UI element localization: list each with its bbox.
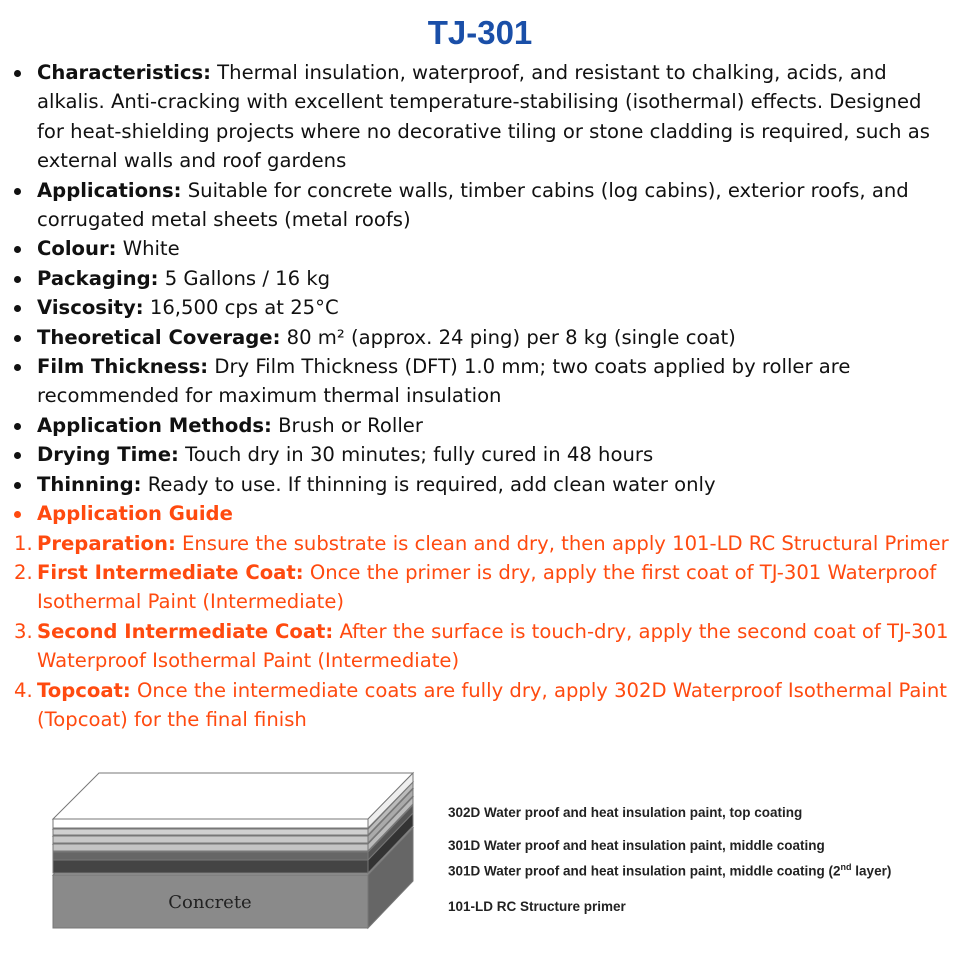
spec-text: Brush or Roller xyxy=(271,413,423,437)
spec-label: Packaging: xyxy=(37,266,159,290)
step-number: 3. xyxy=(14,619,33,643)
concrete-label: Concrete xyxy=(168,892,252,913)
legend-primer: 101-LD RC Structure primer xyxy=(448,899,626,914)
legend-superscript: nd xyxy=(840,862,852,872)
primer-layer xyxy=(53,860,368,873)
spec-text: Touch dry in 30 minutes; fully cured in 48 hours xyxy=(178,443,654,467)
legend-top-coat: 302D Water proof and heat insulation paint, top coating xyxy=(448,805,803,820)
spec-text: Suitable for concrete walls, timber cabins (log cabins), exterior roofs, and corrugated metal sheets (metal roofs) xyxy=(37,178,909,232)
layer-stack-illustration xyxy=(0,760,960,960)
step-number: 4. xyxy=(14,678,33,702)
legend-middle-coat: 301D Water proof and heat insulation paint, middle coating xyxy=(448,838,825,853)
legend-middle-coat-2nd xyxy=(448,862,891,879)
spec-item xyxy=(0,411,950,440)
coating-layers-diagram xyxy=(0,760,960,960)
spec-item xyxy=(0,234,950,263)
spec-text: White xyxy=(116,237,180,261)
guide-step xyxy=(0,617,950,676)
spec-item xyxy=(0,440,950,469)
spec-item xyxy=(0,264,950,293)
legend-text: 301D Water proof and heat insulation paint, middle coating (2 xyxy=(448,863,841,879)
guide-heading-text: Application Guide xyxy=(37,502,233,526)
step-number: 1. xyxy=(14,531,33,555)
legend-tail: layer) xyxy=(851,863,892,879)
spec-label: Applications: xyxy=(37,178,182,202)
spec-item xyxy=(0,323,950,352)
spec-text: 5 Gallons / 16 kg xyxy=(158,266,331,290)
spec-item xyxy=(0,352,950,411)
spec-label: Colour: xyxy=(37,237,117,261)
step-text: After the surface is touch-dry, apply the second coat of TJ-301 Waterproof Isothermal Paint (Intermediate) xyxy=(37,619,949,673)
guide-step xyxy=(0,676,950,735)
spec-label: Viscosity: xyxy=(37,296,144,320)
spec-text: 16,500 cps at 25°C xyxy=(143,296,339,320)
spec-text: Dry Film Thickness (DFT) 1.0 mm; two coats applied by roller are recommended for maximum thermal insulation xyxy=(37,355,851,408)
application-guide-heading xyxy=(0,499,950,528)
spec-text: Ready to use. If thinning is required, add clean water only xyxy=(141,472,716,496)
spec-label: Application Methods: xyxy=(37,413,272,437)
middle-coat-1 xyxy=(53,836,368,843)
spec-label: Drying Time: xyxy=(37,443,179,467)
middle-coat-2 xyxy=(53,844,368,851)
spec-item xyxy=(0,293,950,322)
spec-item xyxy=(0,470,950,499)
spec-item xyxy=(0,58,950,176)
step-text: Once the primer is dry, apply the first coat of TJ-301 Waterproof Isothermal Paint (Intermediate) xyxy=(37,560,937,614)
spec-list xyxy=(0,58,960,734)
spec-text: Thermal insulation, waterproof, and resistant to chalking, acids, and alkalis. Anti-cracking with excellent temperature-stabilising (isothermal) effects. Designed for heat-shielding projects where no decorative tiling or stone cladding is required, such as external walls and roof gardens xyxy=(37,61,931,173)
spec-item xyxy=(0,176,950,235)
spec-label: Theoretical Coverage: xyxy=(37,325,281,349)
spec-text: 80 m² (approx. 24 ping) per 8 kg (single coat) xyxy=(280,325,736,349)
guide-step xyxy=(0,558,950,617)
step-label: Second Intermediate Coat: xyxy=(37,619,334,643)
top-coat xyxy=(53,773,413,819)
step-text: Ensure the substrate is clean and dry, then apply 101-LD RC Structural Primer xyxy=(175,531,949,555)
spec-label: Thinning: xyxy=(37,472,142,496)
spec-label: Film Thickness: xyxy=(37,355,209,379)
step-label: Topcoat: xyxy=(37,678,131,702)
step-number: 2. xyxy=(14,560,33,584)
step-text: Once the intermediate coats are fully dry, apply 302D Waterproof Isothermal Paint (Topcoat) for the final finish xyxy=(37,678,947,731)
step-label: First Intermediate Coat: xyxy=(37,560,304,584)
guide-step xyxy=(0,529,950,558)
page-title: TJ-301 xyxy=(427,14,533,51)
step-label: Preparation: xyxy=(37,531,176,555)
spec-label: Characteristics: xyxy=(37,61,211,84)
